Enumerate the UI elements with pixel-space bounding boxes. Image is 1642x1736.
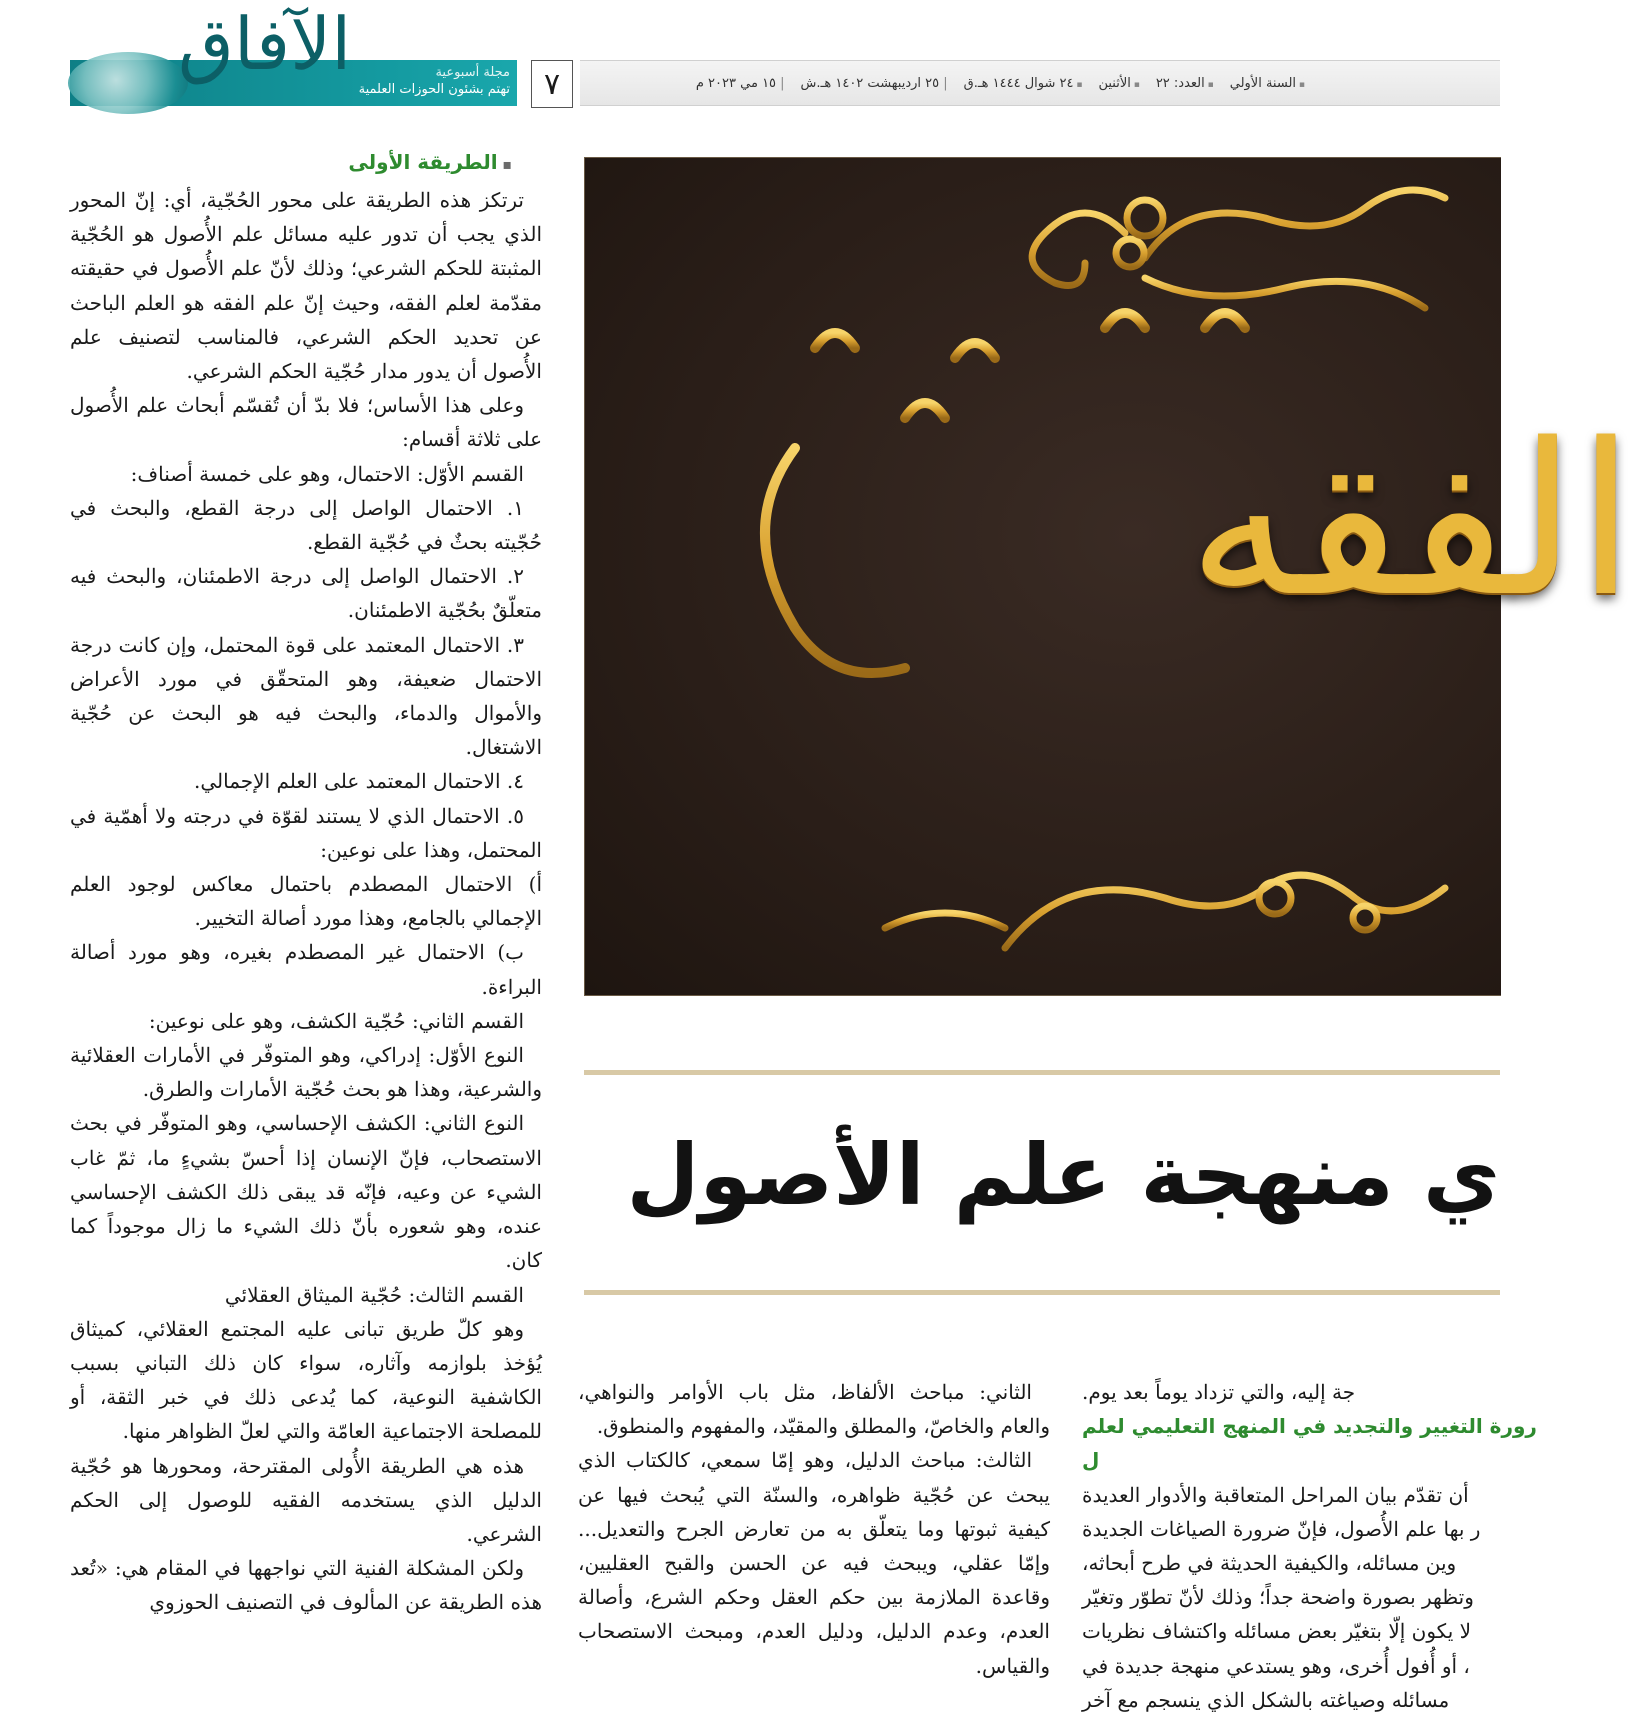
paragraph: القسم الثاني: حُجّية الكشف، وهو على نوعين: [148, 1008, 524, 1033]
masthead [70, 2, 1500, 114]
section-title-first-method: ▪ الطريقة الأولى [300, 150, 512, 174]
paragraph: وهو كلّ طريق تبانى عليه المجتمع العقلائي، كميثاق يُؤخذ بلوازمه وآثاره، سواء كان ذلك التباني بسبب الكاشفية النوعية، كما يُدعى ذلك في خبر الثقة، أو للمصلحة الاجتماعية العامّة والتي لعلّ الظواهر منها. [70, 1316, 542, 1444]
text-line: وتظهر بصورة واضحة جداً؛ وذلك لأنّ تطوّر وتغيّر [1082, 1585, 1474, 1610]
paragraph: الثالث: مباحث الدليل، وهو إمّا سمعي، كالكتاب الذي يبحث عن حُجّية ظواهره، والسنّة التي يُبحث فيها عن كيفية ثبوتها وما يتعلّق به من تعارض الجرح والتعديل... وإمّا عقلي، ويبحث فيه عن الحسن والقبح العقليين، وقاعدة الملازمة بين حكم العقل وحكم الشرع، وأصالة العدم، وعدم الدليل، ودليل العدم، ومبحث الاستصحاب والقياس. [578, 1448, 1050, 1678]
text-line: ر بها علم الأُصول، فإنّ ضرورة الصياغات الجديدة [1082, 1516, 1481, 1541]
headline-rule-top [584, 1070, 1500, 1075]
dateline-day: ▪ الأثنين [1098, 76, 1139, 91]
subheading-continued: ل [1082, 1448, 1100, 1473]
paragraph: هذه هي الطريقة الأُولى المقترحة، ومحورها هو حُجّية الدليل الذي يستخدمه الفقيه للوصول إلى الحكم الشرعي. [70, 1453, 542, 1546]
paragraph: جة إليه، والتي تزداد يوماً بعد يوم. [1082, 1380, 1356, 1404]
dateline-hijri-solar: | ٢٥ اردیبهشت ١٤٠٢ هـ.ش [801, 76, 948, 91]
dateline-gregorian: | ١٥ مي ٢٠٢٣ م [696, 76, 785, 91]
paragraph: الثاني: مباحث الألفاظ، مثل باب الأوامر والنواهي، والعام والخاصّ، والمطلق والمقيّد، والمفهوم والمنطوق. [578, 1380, 1050, 1439]
paragraph: ولكن المشكلة الفنية التي نواجهها في المقام هي: «تُعد هذه الطريقة عن المألوف في التصنيف الحوزوي [70, 1556, 542, 1615]
hero-image [584, 157, 1635, 996]
paragraph: ٤. الاحتمال المعتمد على العلم الإجمالي. [194, 769, 524, 794]
paragraph: وعلى هذا الأساس؛ فلا بدّ أن تُقسّم أبحاث علم الأُصول على ثلاثة أقسام: [70, 393, 542, 452]
article-headline: ي منهجة علم الأصول [626, 1126, 1500, 1224]
dateline [580, 60, 1500, 106]
dateline-issue: ▪ العدد: ٢٢ [1156, 76, 1214, 91]
dateline-hijri-lunar: ▪ ٢٤ شوال ١٤٤٤ هـ.ق [964, 76, 1083, 91]
left-text-column [70, 183, 542, 1736]
right-text-column [1082, 1375, 1537, 1736]
middle-text-column [578, 1375, 1050, 1736]
magazine-logo: الآفاق [178, 2, 352, 86]
paragraph: ٢. الاحتمال الواصل إلى درجة الاطمئنان، والبحث فيه متعلّقٌ بحُجّية الاطمئنان. [70, 564, 542, 623]
text-line: أن تقدّم بيان المراحل المتعاقبة والأدوار العديدة [1082, 1482, 1469, 1507]
right-column-inner [1082, 1375, 1642, 1717]
paragraph: النوع الأوّل: إدراكي، وهو المتوفّر في الأمارات العقلائية والشرعية، وهذا هو بحث حُجّية الأمارات والطرق. [70, 1043, 542, 1102]
paragraph: ب) الاحتمال غير المصطدم بغيره، وهو مورد أصالة البراءة. [70, 940, 542, 999]
headline-rule-bottom [584, 1290, 1500, 1295]
text-line: مسائله وصياغته بالشكل الذي ينسجم مع آخر [1082, 1687, 1450, 1712]
paragraph: القسم الأوّل: الاحتمال، وهو على خمسة أصناف: [130, 461, 524, 486]
text-line: وين مسائله، والكيفية الحديثة في طرح أبحاثه، [1082, 1551, 1457, 1576]
subheading: رورة التغيير والتجديد في المنهج التعليمي لعلم [1082, 1414, 1537, 1439]
tagline-line1: مجلة أسبوعية [435, 65, 510, 80]
globe-icon [68, 52, 188, 114]
paragraph: ٣. الاحتمال المعتمد على قوة المحتمل، وإن كانت درجة الاحتمال ضعيفة، وهو المتحقّق في مورد الأعراض والأموال والدماء، والبحث فيه هو البحث عن حُجّية الاشتغال. [70, 632, 542, 760]
paragraph: ١. الاحتمال الواصل إلى درجة القطع، والبحث في حُجّيته بحثٌ في حُجّية القطع. [70, 495, 542, 555]
paragraph: ترتكز هذه الطريقة على محور الحُجّية، أي: إنّ المحور الذي يجب أن تدور عليه مسائل علم الأُصول هو الحُجّية المثبتة للحكم الشرعي؛ وذلك لأنّ علم الأُصول في حقيقته مقدّمة لعلم الفقه، وحيث إنّ علم الفقه هو العلم الباحث عن تحديد الحكم الشرعي، فالمناسب لتصنيف علم الأُصول أن يدور مدار حُجّية الحكم الشرعي. [70, 188, 542, 384]
paragraph: أ) الاحتمال المصطدم باحتمال معاكس لوجود العلم الإجمالي بالجامع، وهذا مورد أصالة التخيير. [70, 872, 542, 931]
text-line: لا يكون إلّا بتغيّر بعض مسائله واكتشاف نظريات [1082, 1619, 1472, 1644]
paragraph: النوع الثاني: الكشف الإحساسي، وهو المتوفّر في بحث الاستصحاب، فإنّ الإنسان إذا أحسّ بشيءٍ ما، ثمّ غاب الشيء عن وعيه، فإنّه قد يبقى ذلك الكشف الإحساسي عنده، وهو شعوره بأنّ ذلك الشيء ما زال موجوداً كما كان. [70, 1111, 542, 1273]
text-line: ، أو أُفول أُخرى، وهو يستدعي منهجة جديدة في [1082, 1653, 1470, 1678]
hero-calligraphy: الفقه [1187, 398, 1635, 643]
page-number: ٧ [531, 60, 573, 108]
paragraph: القسم الثالث: حُجّية الميثاق العقلائي [224, 1282, 524, 1307]
tagline-line2: تهتم بشئون الحوزات العلمية [358, 82, 510, 97]
dateline-year: ▪ السنة الأولي [1230, 76, 1305, 91]
magazine-tagline [320, 64, 510, 98]
paragraph: ٥. الاحتمال الذي لا يستند لقوّة في درجته ولا أهمّية في المحتمل، وهذا على نوعين: [70, 803, 542, 862]
